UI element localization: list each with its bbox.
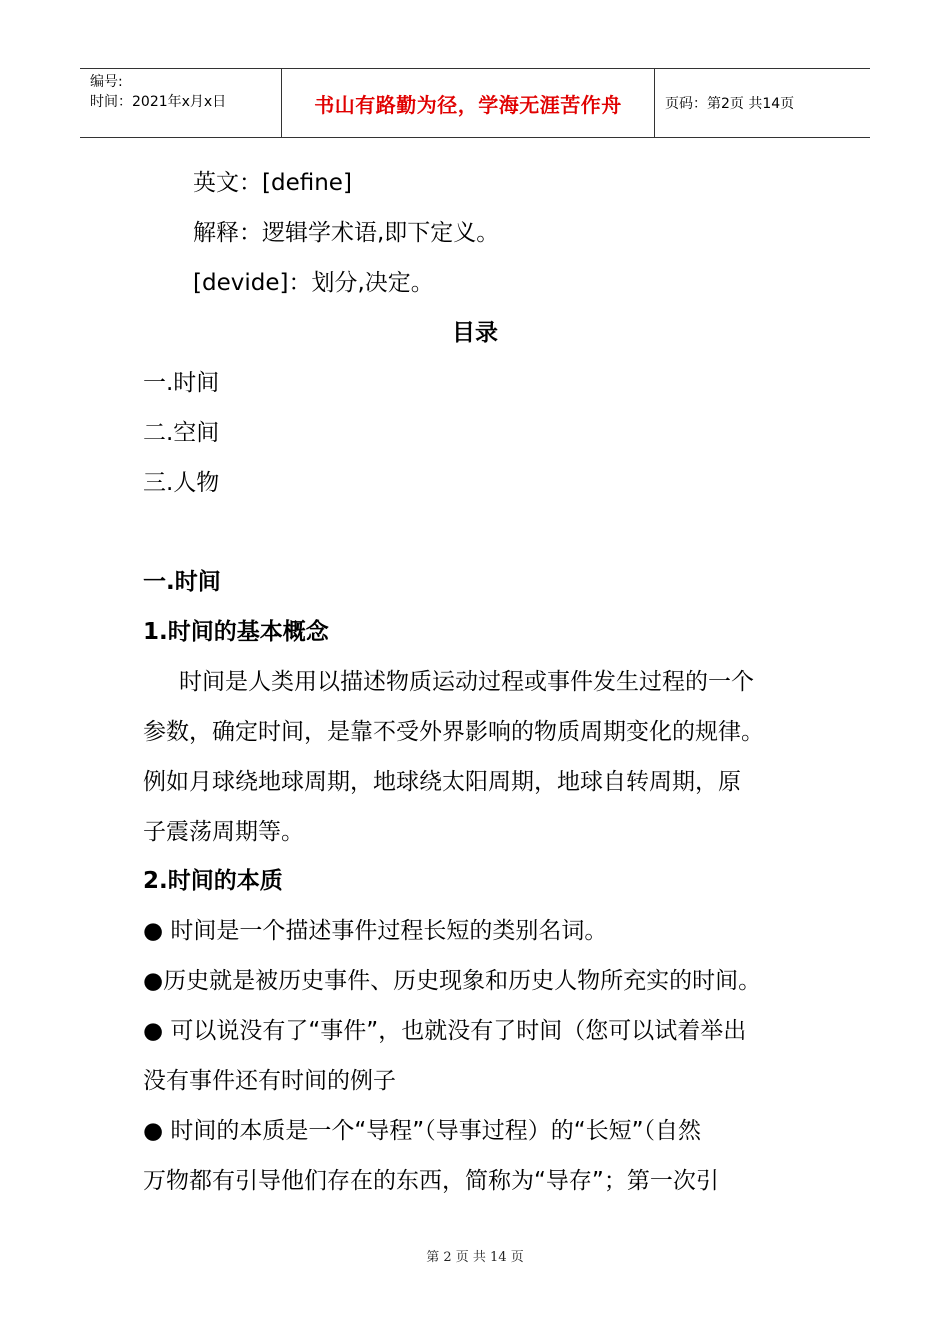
header-page-info: 页码：第2页 共14页	[665, 96, 795, 112]
bullet-line: 万物都有引导他们存在的东西，简称为“导存”；第一次引	[143, 1168, 719, 1194]
subsection-heading: 2.时间的本质	[143, 868, 283, 894]
page-header	[80, 68, 870, 138]
toc-item: 二.空间	[143, 420, 220, 446]
subsection-heading: 1.时间的基本概念	[143, 619, 329, 645]
toc-title: 目录	[452, 320, 498, 346]
definition-explanation: 解释：逻辑学术语,即下定义。	[193, 220, 500, 246]
bullet-line: ●历史就是被历史事件、历史现象和历史人物所充实的时间。	[143, 968, 762, 994]
section-heading: 一.时间	[143, 569, 221, 595]
paragraph-line: 例如月球绕地球周期，地球绕太阳周期，地球自转周期，原	[143, 769, 741, 795]
definition-devide: [devide]：划分,决定。	[193, 270, 434, 296]
paragraph-line: 子震荡周期等。	[143, 819, 304, 845]
header-number-label: 编号:	[90, 74, 123, 90]
bullet-line: 没有事件还有时间的例子	[143, 1068, 396, 1094]
bullet-line: ● 时间的本质是一个“导程”（导事过程）的“长短”（自然	[143, 1118, 702, 1144]
header-motto-cell	[282, 69, 655, 137]
header-time-label: 时间：2021年x月x日	[90, 94, 227, 110]
page-footer: 第 2 页 共 14 页	[426, 1250, 524, 1265]
header-motto: 书山有路勤为径，学海无涯苦作舟	[314, 92, 622, 117]
bullet-line: ● 可以说没有了“事件”，也就没有了时间（您可以试着举出	[143, 1018, 747, 1044]
header-page-cell	[655, 69, 870, 137]
header-meta	[80, 69, 282, 137]
paragraph-line: 参数，确定时间，是靠不受外界影响的物质周期变化的规律。	[143, 719, 764, 745]
definition-english: 英文：[define]	[193, 170, 352, 196]
toc-item: 一.时间	[143, 370, 220, 396]
paragraph-line: 时间是人类用以描述物质运动过程或事件发生过程的一个	[179, 669, 754, 695]
toc-item: 三.人物	[143, 470, 220, 496]
bullet-line: ● 时间是一个描述事件过程长短的类别名词。	[143, 918, 608, 944]
